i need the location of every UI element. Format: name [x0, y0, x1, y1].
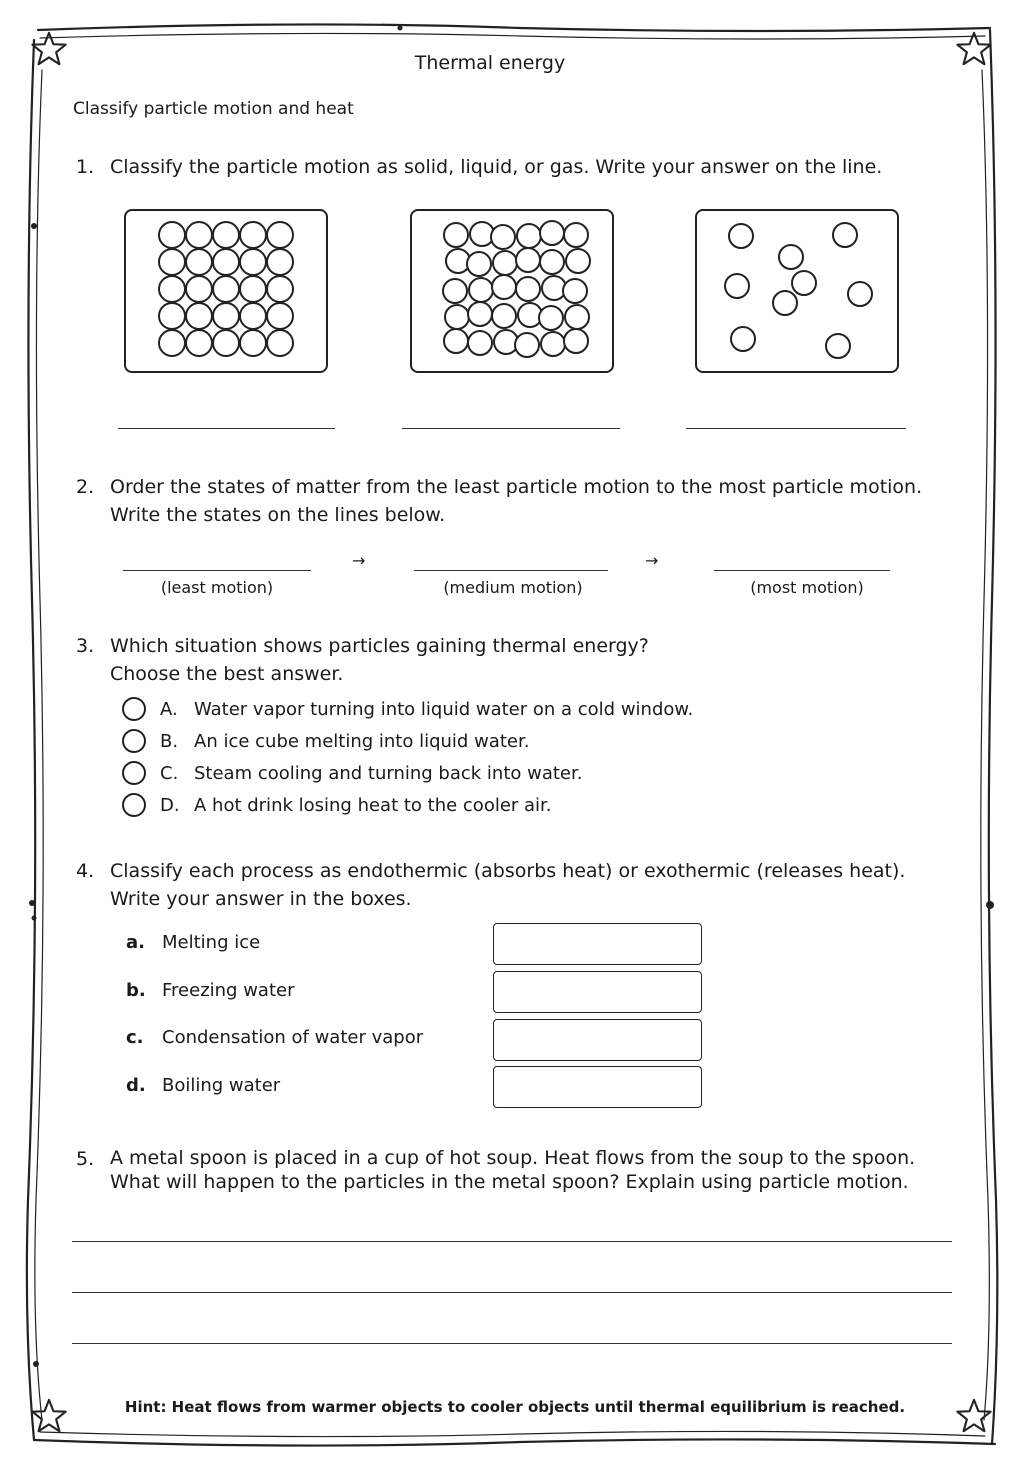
answer-line-3[interactable] — [686, 428, 906, 429]
liquid-particle — [566, 249, 590, 273]
gas-particle — [731, 327, 755, 351]
liquid-particle — [468, 302, 492, 326]
option-text: An ice cube melting into liquid water. — [194, 730, 530, 752]
item-letter: a. — [126, 932, 145, 953]
liquid-particle — [540, 221, 564, 245]
caption-least-motion: (least motion) — [160, 578, 274, 597]
liquid-particle — [491, 225, 515, 249]
caption-medium-motion: (medium motion) — [443, 578, 583, 597]
liquid-particle — [444, 329, 468, 353]
question-3-text-line1: Which situation shows particles gaining thermal energy? — [110, 635, 649, 657]
gas-particle — [792, 271, 816, 295]
solid-particle — [186, 276, 212, 302]
liquid-particle — [565, 305, 589, 329]
solid-particle — [159, 222, 185, 248]
hint-text: Hint: Heat flows from warmer objects to cooler objects until thermal equilibrium is reached. — [124, 1398, 906, 1416]
question-2-text-line1: Order the states of matter from the least particle motion to the most particle motion. — [110, 476, 923, 498]
particle-grid-liquid — [412, 211, 612, 371]
liquid-particle — [539, 306, 563, 330]
item-letter: b. — [126, 980, 146, 1001]
solid-particle — [159, 276, 185, 302]
solid-particle — [267, 222, 293, 248]
solid-particle — [159, 303, 185, 329]
question-3-number: 3. — [76, 635, 95, 657]
question-2-number: 2. — [76, 476, 95, 498]
answer-box-b[interactable] — [493, 971, 702, 1013]
question-1-text: Classify the particle motion as solid, liquid, or gas. Write your answer on the line. — [110, 156, 883, 178]
solid-particle — [267, 249, 293, 275]
radio-button[interactable] — [122, 761, 146, 785]
question-3-text-line2: Choose the best answer. — [110, 663, 344, 685]
radio-button[interactable] — [122, 729, 146, 753]
question-5-text-line1: A metal spoon is placed in a cup of hot soup. Heat flows from the soup to the spoon. — [110, 1147, 916, 1169]
question-1-number: 1. — [76, 156, 95, 178]
liquid-particle — [564, 329, 588, 353]
liquid-particle — [467, 252, 491, 276]
particle-grid-solid — [126, 211, 326, 371]
gas-particle — [833, 223, 857, 247]
option-letter: C. — [160, 762, 179, 784]
question-5-number: 5. — [76, 1148, 95, 1170]
option-a[interactable] — [122, 696, 693, 722]
liquid-particle — [443, 279, 467, 303]
gas-particle — [848, 282, 872, 306]
gas-particle — [773, 291, 797, 315]
radio-button[interactable] — [122, 697, 146, 721]
gas-particles-diagram — [695, 209, 899, 373]
liquid-particle — [516, 248, 540, 272]
item-text: Melting ice — [162, 932, 261, 953]
liquid-particle — [563, 279, 587, 303]
answer-line-1[interactable] — [118, 428, 335, 429]
option-d[interactable] — [122, 792, 552, 818]
liquid-particle — [493, 251, 517, 275]
liquid-particle — [517, 224, 541, 248]
gas-particle — [725, 274, 749, 298]
process-item-b — [126, 980, 295, 1001]
process-item-d — [126, 1075, 280, 1096]
question-4-number: 4. — [76, 860, 95, 882]
arrow-icon: → — [645, 551, 659, 570]
explanation-line-2[interactable] — [72, 1292, 952, 1293]
process-item-a — [126, 932, 260, 953]
solid-particle — [240, 276, 266, 302]
liquid-particle — [444, 223, 468, 247]
item-text: Boiling water — [162, 1075, 281, 1096]
solid-particle — [240, 303, 266, 329]
liquid-particle — [516, 277, 540, 301]
order-line-most[interactable] — [714, 570, 890, 571]
gas-particle — [779, 245, 803, 269]
item-text: Freezing water — [162, 980, 295, 1001]
caption-most-motion: (most motion) — [750, 578, 864, 597]
liquid-particle — [515, 333, 539, 357]
solid-particle — [186, 249, 212, 275]
answer-line-2[interactable] — [402, 428, 620, 429]
process-item-c — [126, 1027, 423, 1048]
arrow-icon: → — [352, 551, 366, 570]
liquid-particle — [468, 331, 492, 355]
liquid-particle — [540, 250, 564, 274]
gas-particle — [826, 334, 850, 358]
page-title: Thermal energy — [414, 52, 566, 74]
option-c[interactable] — [122, 760, 582, 786]
liquid-particle — [541, 332, 565, 356]
order-line-medium[interactable] — [414, 570, 608, 571]
solid-particle — [213, 303, 239, 329]
solid-particles-diagram — [124, 209, 328, 373]
solid-particle — [186, 330, 212, 356]
page-subtitle: Classify particle motion and heat — [73, 99, 354, 119]
solid-particle — [159, 249, 185, 275]
liquid-particle — [564, 223, 588, 247]
liquid-particle — [469, 278, 493, 302]
item-letter: c. — [126, 1027, 144, 1048]
option-b[interactable] — [122, 728, 529, 754]
solid-particle — [267, 303, 293, 329]
liquid-particle — [492, 304, 516, 328]
solid-particle — [186, 222, 212, 248]
item-text: Condensation of water vapor — [162, 1027, 424, 1048]
solid-particle — [213, 276, 239, 302]
solid-particle — [267, 276, 293, 302]
answer-box-a[interactable] — [493, 923, 702, 965]
solid-particle — [213, 330, 239, 356]
particle-grid-gas — [697, 211, 897, 371]
solid-particle — [186, 303, 212, 329]
liquid-particle — [492, 275, 516, 299]
explanation-line-3[interactable] — [72, 1343, 952, 1344]
item-letter: d. — [126, 1075, 146, 1096]
option-text: A hot drink losing heat to the cooler air. — [194, 794, 552, 816]
answer-box-d[interactable] — [493, 1066, 702, 1108]
solid-particle — [213, 222, 239, 248]
question-4-text-line1: Classify each process as endothermic (absorbs heat) or exothermic (releases heat). — [110, 860, 906, 882]
order-line-least[interactable] — [123, 570, 311, 571]
solid-particle — [240, 249, 266, 275]
question-4-text-line2: Write your answer in the boxes. — [110, 888, 412, 910]
question-5-text-line2: What will happen to the particles in the metal spoon? Explain using particle motion. — [110, 1171, 909, 1193]
option-letter: D. — [160, 794, 180, 816]
liquid-particle — [445, 305, 469, 329]
solid-particle — [240, 222, 266, 248]
answer-box-c[interactable] — [493, 1019, 702, 1061]
solid-particle — [240, 330, 266, 356]
solid-particle — [159, 330, 185, 356]
gas-particle — [729, 224, 753, 248]
liquid-particles-diagram — [410, 209, 614, 373]
option-letter: B. — [160, 730, 179, 752]
option-text: Steam cooling and turning back into water. — [194, 762, 583, 784]
explanation-line-1[interactable] — [72, 1241, 952, 1242]
radio-button[interactable] — [122, 793, 146, 817]
solid-particle — [267, 330, 293, 356]
question-2-text-line2: Write the states on the lines below. — [110, 504, 446, 526]
solid-particle — [213, 249, 239, 275]
option-text: Water vapor turning into liquid water on a cold window. — [194, 698, 694, 720]
option-letter: A. — [160, 698, 178, 720]
